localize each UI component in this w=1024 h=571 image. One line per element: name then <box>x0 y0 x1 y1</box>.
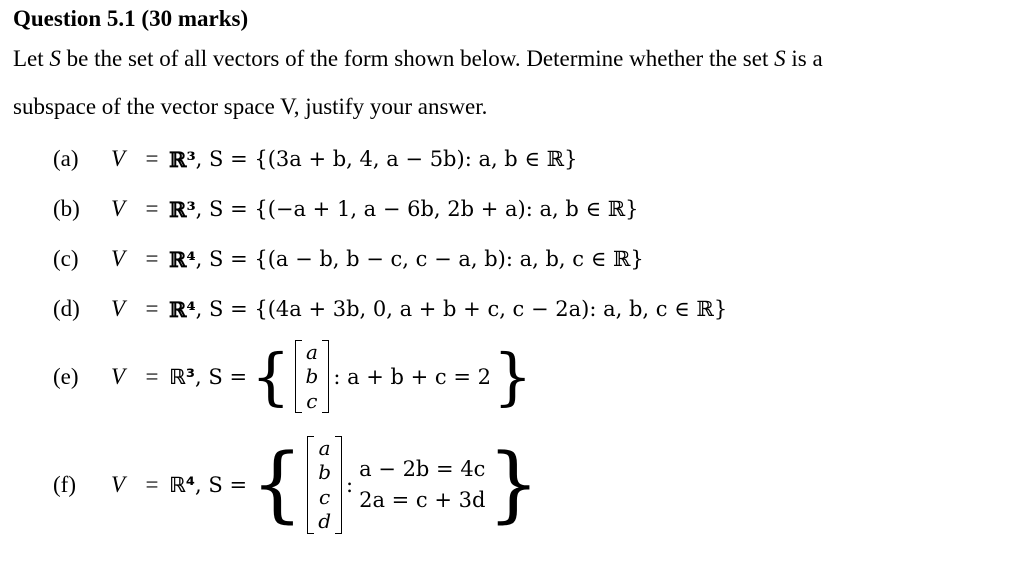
intro-line-2: subspace of the vector space V, justify your answer. <box>13 94 488 119</box>
column-vector-e: a b c <box>295 340 330 413</box>
intro-line-1: Let S be the set of all vectors of the form shown below. Determine whether the set S is a <box>13 46 823 71</box>
item-b: (b) V = ℝ³ , S = {(−a + 1, a − 6b, 2b + a): a, b ∈ ℝ} <box>53 196 639 222</box>
item-a: (a) V = ℝ³ , S = {(3a + b, 4, a − 5b): a, b ∈ ℝ} <box>53 146 578 172</box>
item-e: (e) V = ℝ³ , S = { a b c : a + b + c = 2 } <box>53 339 533 413</box>
right-brace: } <box>493 339 533 413</box>
question-heading: Question 5.1 (30 marks) <box>13 6 249 31</box>
item-c: (c) V = ℝ⁴ , S = {(a − b, b − c, c − a, b): a, b, c ∈ ℝ} <box>53 246 644 272</box>
left-brace: { <box>251 436 304 532</box>
item-d: (d) V = ℝ⁴ , S = {(4a + 3b, 0, a + b + c, c − 2a): a, b, c ∈ ℝ} <box>53 296 728 322</box>
right-brace: } <box>487 436 540 532</box>
conditions-f: a − 2b = 4c 2a = c + 3d <box>359 457 486 512</box>
left-brace: { <box>251 339 291 413</box>
item-f: (f) V = ℝ⁴ , S = { a b c d : a − 2b = 4c 2a = c + 3d } <box>53 436 540 534</box>
column-vector-f: a b c d <box>307 436 342 534</box>
